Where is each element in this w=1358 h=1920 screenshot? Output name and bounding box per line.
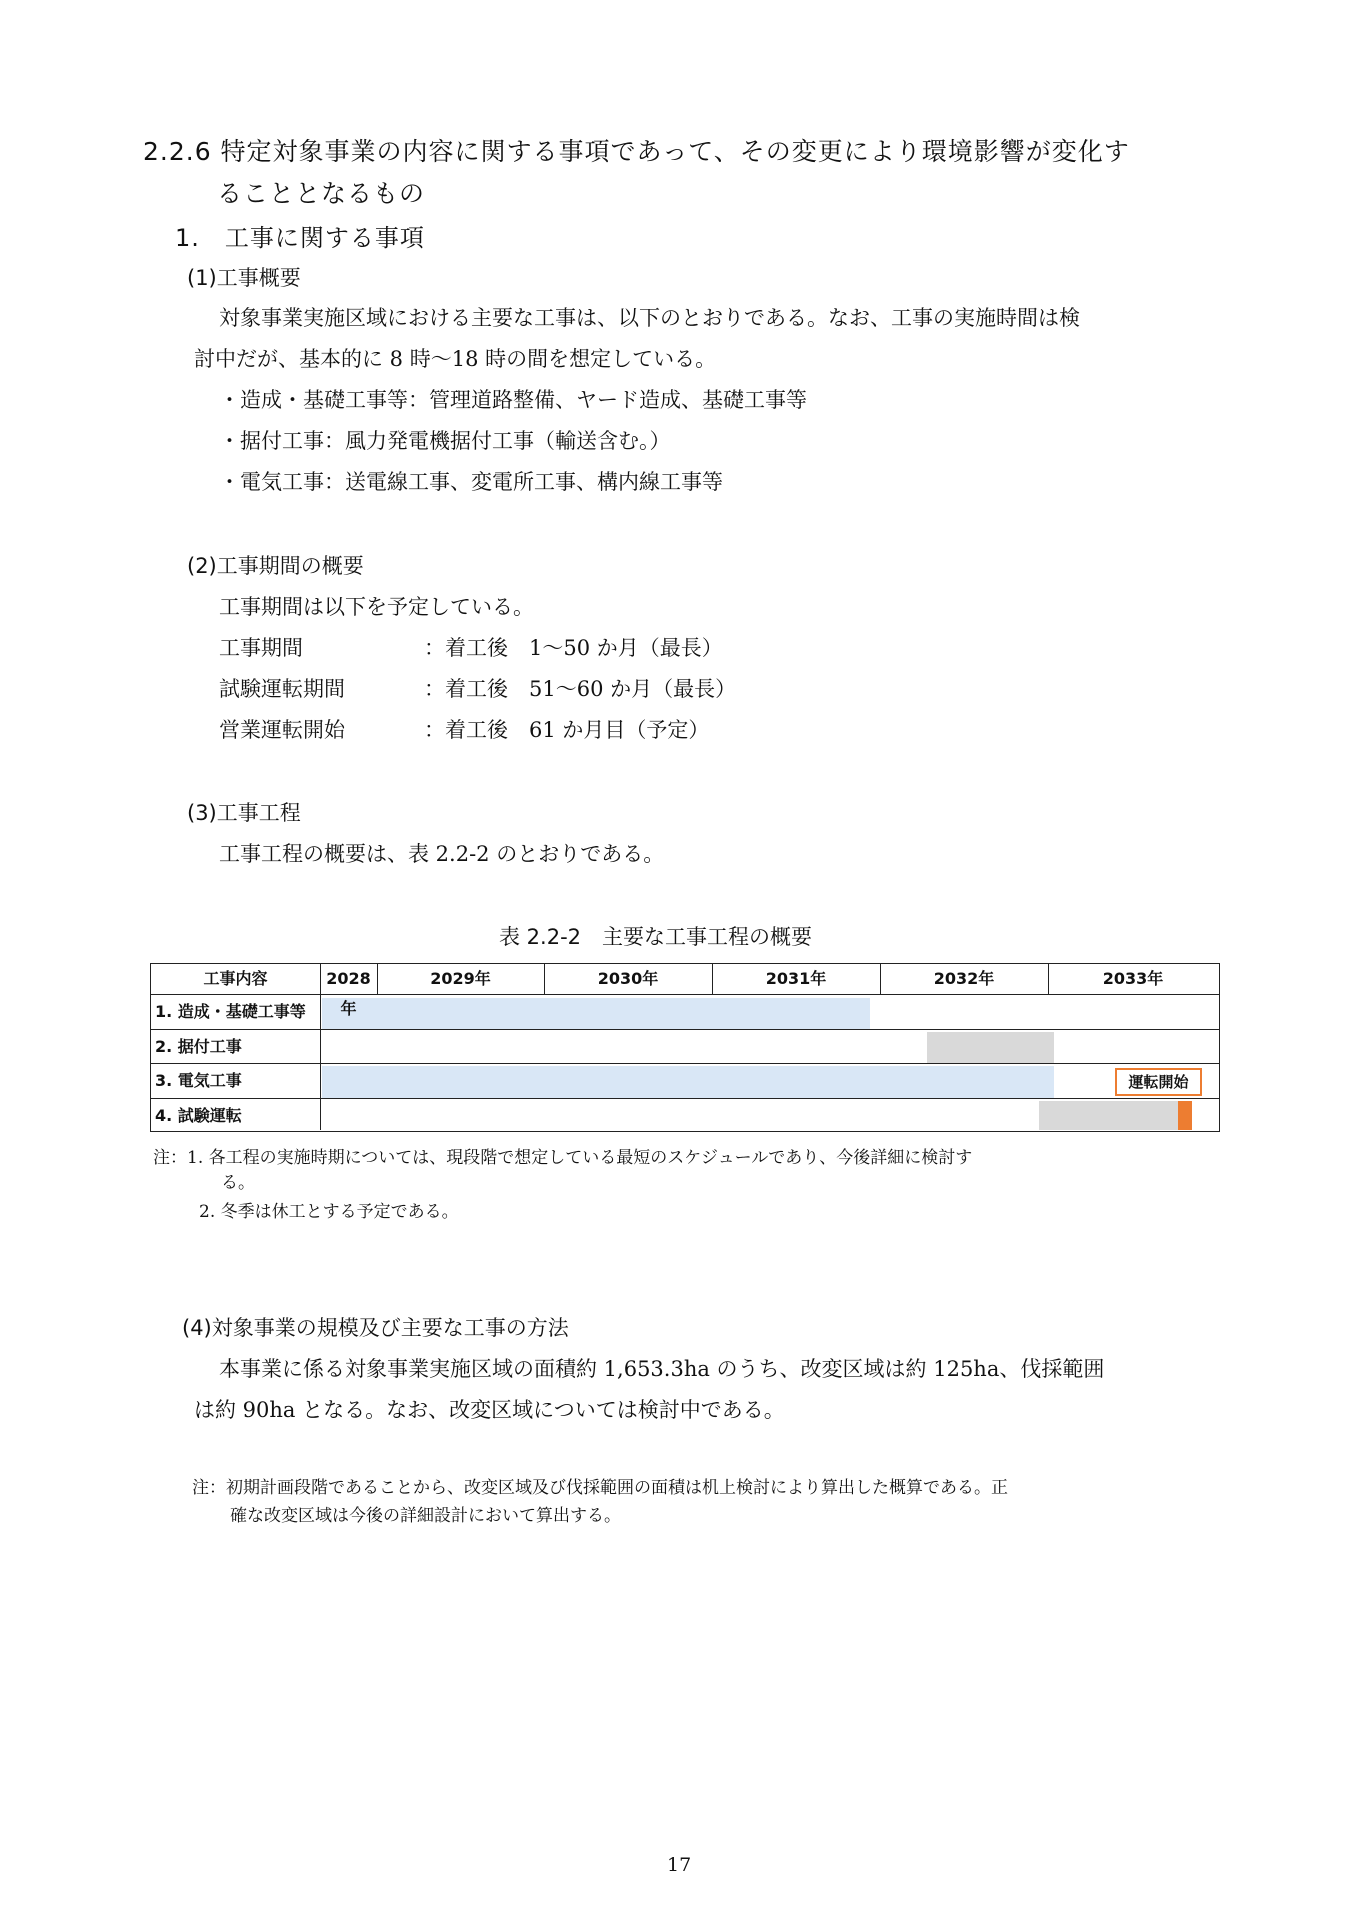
period-label: 試験運転期間 bbox=[219, 677, 345, 701]
period-intro: 工事期間は以下を予定している。 bbox=[219, 595, 534, 619]
table-note-line2: る。 bbox=[221, 1173, 255, 1193]
period-label: 営業運転開始 bbox=[219, 718, 345, 742]
period-value: ：着工後 61 か月目（予定） bbox=[424, 718, 710, 742]
bullet-item: ・電気工事：送電線工事、変電所工事、構内線工事等 bbox=[219, 470, 723, 494]
table-row-label: 3. 電気工事 bbox=[155, 1071, 242, 1090]
table-caption: 表 2.2-2 主要な工事工程の概要 bbox=[499, 925, 813, 949]
table-header-year: 2032年 bbox=[933, 969, 995, 988]
bullet-item: ・据付工事：風力発電機据付工事（輸送含む。） bbox=[219, 429, 671, 453]
table-rule bbox=[151, 994, 1219, 995]
table-rule bbox=[151, 1098, 1219, 1099]
table-rule bbox=[151, 1029, 1219, 1030]
table-header-year: 2029年 bbox=[430, 969, 491, 988]
bullet-item: ・造成・基礎工事等：管理道路整備、ヤード造成、基礎工事等 bbox=[219, 388, 807, 412]
period-label: 工事期間 bbox=[219, 636, 303, 660]
table-note-line1: 注：1. 各工程の実施時期については、現段階で想定している最短のスケジュールであり、今後詳細に検討す bbox=[153, 1148, 973, 1168]
table-header-year: 2028年 bbox=[326, 969, 371, 1018]
table-row-label: 4. 試験運転 bbox=[155, 1106, 242, 1125]
section-title-line1: 2.2.6 特定対象事業の内容に関する事項であって、その変更により環境影響が変化す bbox=[143, 137, 1130, 166]
heading-work-overview: (1)工事概要 bbox=[187, 266, 301, 290]
page-number: 17 bbox=[667, 1854, 692, 1876]
scale-para-line2: は約 90ha となる。なお、改変区域については検討中である。 bbox=[194, 1398, 785, 1422]
heading-scale-method: (4)対象事業の規模及び主要な工事の方法 bbox=[182, 1316, 569, 1340]
period-value: ：着工後 1～50 か月（最長） bbox=[424, 636, 723, 660]
bar-test-operation bbox=[1039, 1101, 1178, 1130]
table-row-label: 2. 据付工事 bbox=[155, 1037, 242, 1056]
period-value: ：着工後 51～60 か月（最長） bbox=[424, 677, 737, 701]
scale-note-line2: 確な改変区域は今後の詳細設計において算出する。 bbox=[230, 1506, 621, 1526]
bar-installation bbox=[927, 1032, 1054, 1063]
bar-site-foundation bbox=[322, 998, 870, 1029]
heading-period-overview: (2)工事期間の概要 bbox=[187, 554, 364, 578]
table-header-year: 2031年 bbox=[765, 969, 827, 988]
table-row-label: 1. 造成・基礎工事等 bbox=[155, 1002, 306, 1021]
operation-start-badge: 運転開始 bbox=[1115, 1068, 1202, 1096]
heading-schedule: (3)工事工程 bbox=[187, 801, 301, 825]
table-rule bbox=[151, 1063, 1219, 1064]
scale-note-line1: 注：初期計画段階であることから、改変区域及び伐採範囲の面積は机上検討により算出した概算である。正 bbox=[192, 1478, 1008, 1498]
bar-operation-start bbox=[1178, 1101, 1192, 1130]
work-overview-para-line2: 討中だが、基本的に 8 時～18 時の間を想定している。 bbox=[194, 347, 717, 371]
work-overview-para-line1: 対象事業実施区域における主要な工事は、以下のとおりである。なお、工事の実施時間は検 bbox=[219, 306, 1080, 330]
table-header-label: 工事内容 bbox=[203, 969, 268, 988]
subsection-title: 1. 工事に関する事項 bbox=[175, 224, 425, 252]
table-header-year: 2030年 bbox=[597, 969, 659, 988]
table-note-line3: 2. 冬季は休工とする予定である。 bbox=[199, 1202, 459, 1222]
schedule-para: 工事工程の概要は、表 2.2-2 のとおりである。 bbox=[219, 842, 665, 866]
bar-electrical bbox=[322, 1066, 1054, 1098]
scale-para-line1: 本事業に係る対象事業実施区域の面積約 1,653.3ha のうち、改変区域は約 125ha、伐採範囲 bbox=[219, 1357, 1105, 1381]
table-header-year: 2033年 bbox=[1102, 969, 1164, 988]
schedule-table bbox=[150, 963, 1220, 1132]
section-title-line2: ることとなるもの bbox=[217, 179, 426, 208]
